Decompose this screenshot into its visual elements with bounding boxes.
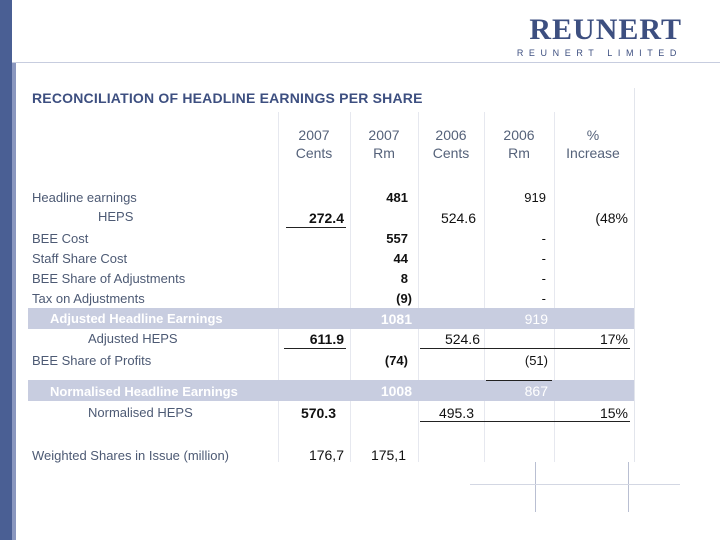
left-accent-stripe — [12, 62, 16, 540]
row-label-adjusted-heps: Adjusted HEPS — [88, 331, 178, 346]
row-label-tax-on-adjustments: Tax on Adjustments — [32, 291, 145, 306]
logo-wordmark: REUNERT — [529, 13, 682, 46]
row-label-weighted-shares: Weighted Shares in Issue (million) — [32, 448, 230, 463]
underline-normalised-heps — [420, 421, 630, 422]
cell-staff-share-cost-2007-rm: 44 — [393, 251, 408, 266]
cell-weighted-shares-2007-rm: 175,1 — [370, 447, 406, 463]
left-accent-bar — [0, 0, 12, 540]
cell-normalised-headline-earnings-2006-rm: 867 — [524, 383, 548, 399]
cell-normalised-headline-earnings-2007-rm: 1008 — [380, 383, 412, 399]
row-label-bee-share-adjustments: BEE Share of Adjustments — [32, 271, 186, 286]
cell-normalised-heps-2007-cents: 570.3 — [300, 405, 336, 421]
cell-adjusted-headline-earnings-2007-rm: 1081 — [380, 311, 412, 327]
cell-bee-cost-2006-rm: - — [541, 231, 546, 246]
column-divider — [350, 112, 351, 462]
underline-adjusted-heps-2007 — [284, 348, 346, 349]
row-label-normalised-heps: Normalised HEPS — [88, 405, 193, 420]
column-divider — [278, 112, 279, 462]
column-header-2007-cents: 2007 Cents — [295, 127, 333, 161]
cell-adjusted-heps-pct: 17% — [599, 331, 628, 347]
company-logo — [517, 14, 682, 58]
header-divider — [12, 62, 720, 63]
row-label-staff-share-cost: Staff Share Cost — [32, 251, 128, 266]
footer-accent-line — [470, 484, 680, 485]
cell-bee-share-adjustments-2006-rm: - — [541, 271, 546, 286]
column-divider — [554, 112, 555, 462]
cell-heps-2006-cents: 524.6 — [440, 210, 476, 226]
cell-heps-pct: (48% — [595, 210, 628, 226]
cell-normalised-heps-pct: 15% — [599, 405, 628, 421]
row-label-normalised-headline-earnings: Normalised Headline Earnings — [50, 384, 238, 399]
column-header-2006-rm: 2006 Rm — [503, 127, 535, 161]
underline-adjusted-heps — [420, 348, 630, 349]
cell-headline-earnings-2006-rm: 919 — [524, 190, 546, 205]
cell-adjusted-headline-earnings-2006-rm: 919 — [524, 311, 548, 327]
underline-bee-profits-2006 — [486, 380, 552, 381]
cell-adjusted-heps-2006-cents: 524.6 — [444, 331, 480, 347]
cell-weighted-shares-2007-cents: 176,7 — [308, 447, 344, 463]
page-title: RECONCILIATION OF HEADLINE EARNINGS PER SHARE — [32, 90, 423, 106]
cell-heps-2007-cents: 272.4 — [308, 210, 344, 226]
column-header-2007-rm: 2007 Rm — [368, 127, 400, 161]
cell-bee-cost-2007-rm: 557 — [386, 231, 408, 246]
footer-accent-line — [628, 462, 629, 512]
cell-headline-earnings-2007-rm: 481 — [386, 190, 408, 205]
footer-accent-line — [535, 462, 536, 512]
cell-tax-on-adjustments-2007-rm: (9) — [396, 291, 412, 306]
row-label-bee-share-of-profits: BEE Share of Profits — [32, 353, 152, 368]
column-divider — [484, 112, 485, 462]
column-header-2006-cents: 2006 Cents — [432, 127, 470, 161]
cell-tax-on-adjustments-2006-rm: - — [541, 291, 546, 306]
row-label-heps: HEPS — [98, 209, 134, 224]
cell-normalised-heps-2006-cents: 495.3 — [438, 405, 474, 421]
cell-bee-share-of-profits-2007-rm: (74) — [384, 353, 408, 368]
row-label-headline-earnings: Headline earnings — [32, 190, 137, 205]
row-label-adjusted-headline-earnings: Adjusted Headline Earnings — [50, 311, 223, 326]
cell-staff-share-cost-2006-rm: - — [541, 251, 546, 266]
cell-adjusted-heps-2007-cents: 611.9 — [309, 331, 344, 347]
cell-bee-share-adjustments-2007-rm: 8 — [400, 271, 408, 286]
column-header-pct-increase: % Increase — [566, 127, 620, 161]
logo-subtitle: REUNERT LIMITED — [516, 48, 682, 58]
cell-bee-share-of-profits-2006-rm: (51) — [524, 353, 548, 368]
underline-heps-2007 — [286, 227, 346, 228]
row-label-bee-cost: BEE Cost — [32, 231, 89, 246]
